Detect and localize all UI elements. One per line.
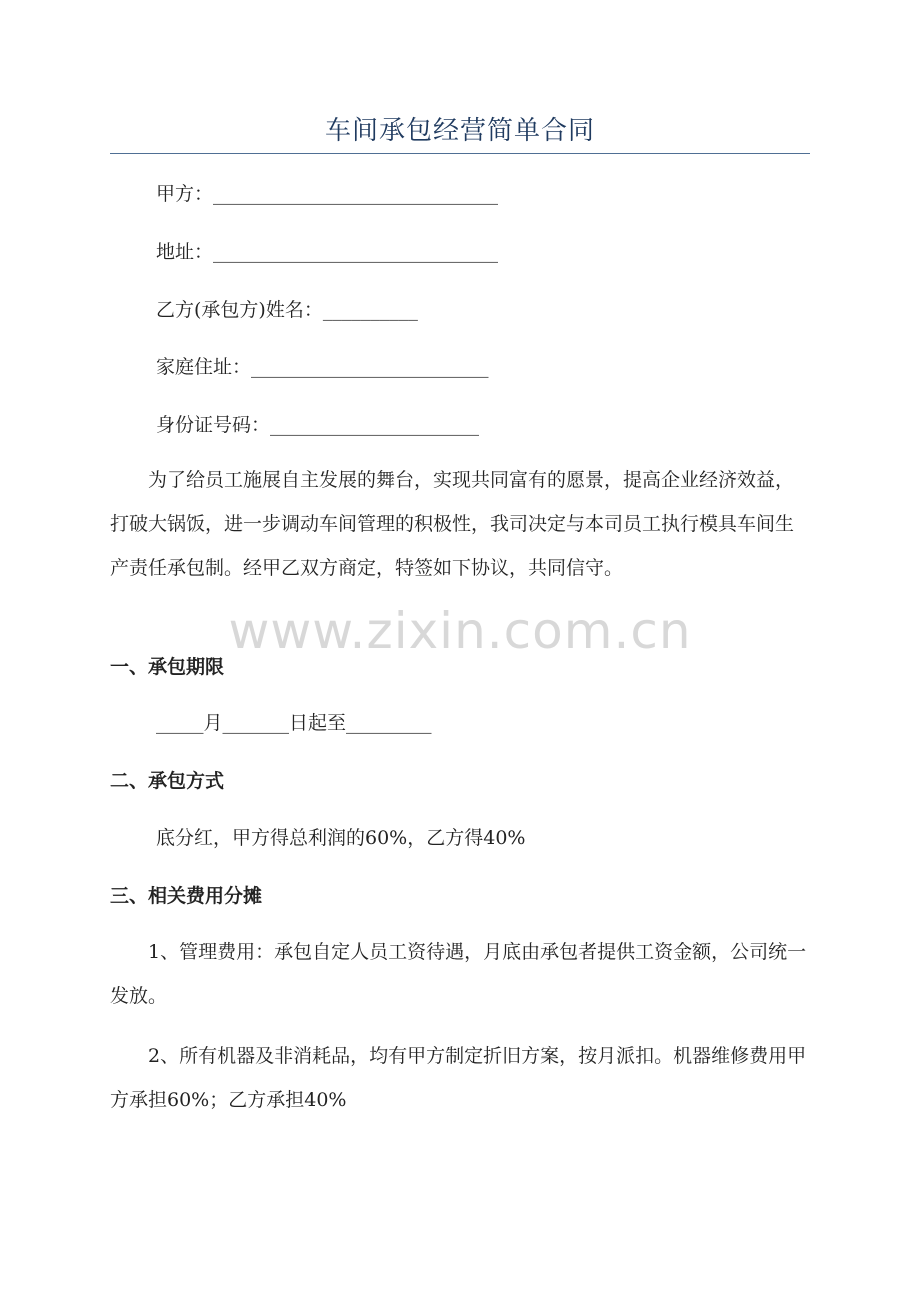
- party-b-name-field: 乙方(承包方)姓名：__________: [156, 299, 418, 321]
- section-3-item-2: 2、所有机器及非消耗品，均有甲方制定折旧方案，按月派扣。机器维修费用甲方承担60%；乙方承担40%: [110, 1045, 807, 1111]
- home-address-field: 家庭住址：_________________________: [156, 356, 489, 378]
- watermark-text: www.zixin.com.cn: [228, 602, 692, 660]
- party-a-field: 甲方：______________________________: [156, 183, 499, 205]
- section-3-heading: 三、相关费用分摊: [110, 885, 263, 907]
- section-2-heading: 二、承包方式: [110, 770, 225, 792]
- id-number-field: 身份证号码：______________________: [156, 414, 480, 436]
- section-1-body: _____月_______日起至_________: [156, 712, 432, 734]
- title-underline: [110, 153, 810, 154]
- intro-paragraph: 为了给员工施展自主发展的舞台，实现共同富有的愿景，提高企业经济效益，打破大锅饭，进一步调动车间管理的积极性，我司决定与本司员工执行模具车间生产责任承包制。经甲乙双方商定，特签如下协议，共同信守。: [110, 469, 795, 579]
- address-field: 地址：______________________________: [156, 241, 499, 263]
- document-title: 车间承包经营简单合同: [324, 116, 595, 146]
- section-1-heading: 一、承包期限: [110, 656, 225, 678]
- section-2-body: 底分红，甲方得总利润的60%，乙方得40%: [156, 827, 526, 849]
- section-3-item-1: 1、管理费用：承包自定人员工资待遇，月底由承包者提供工资金额，公司统一发放。: [110, 941, 807, 1007]
